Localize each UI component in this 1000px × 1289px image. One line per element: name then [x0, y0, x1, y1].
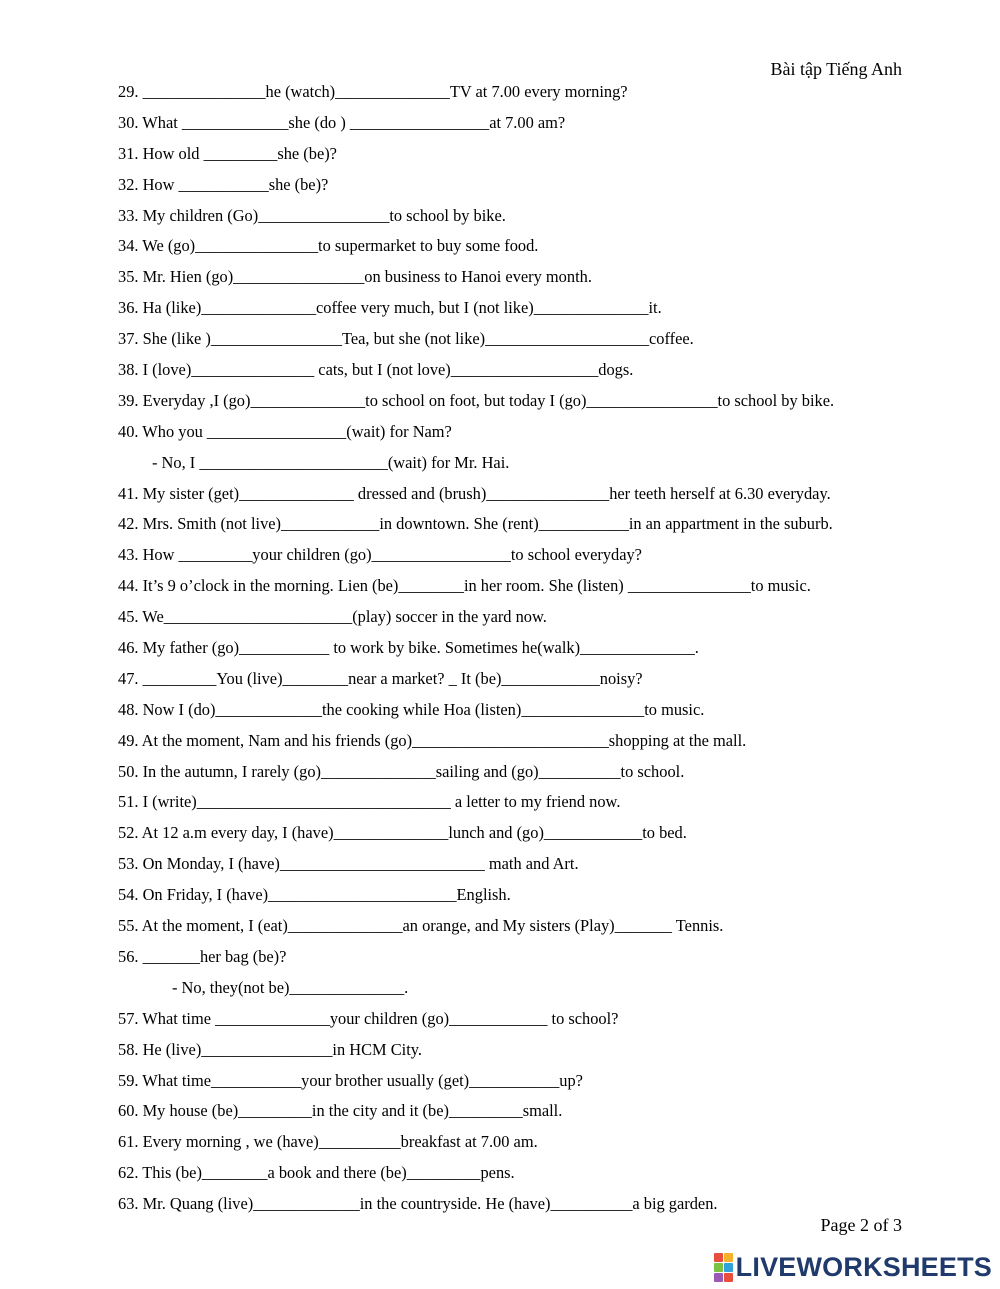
- exercise-58: 58. He (live)________________in HCM City.: [118, 1039, 422, 1059]
- exercise-39: 39. Everyday ,I (go)______________to school on foot, but today I (go)________________to school by bike.: [118, 390, 835, 410]
- exercise-48: 48. Now I (do)_____________the cooking while Hoa (listen)_______________to music.: [118, 699, 705, 719]
- exercise-52: 52. At 12 a.m every day, I (have)______________lunch and (go)____________to bed.: [118, 823, 687, 843]
- liveworksheets-logo[interactable]: [714, 1250, 992, 1284]
- exercise-62: 62. This (be)________a book and there (be)_________pens.: [118, 1163, 515, 1183]
- exercise-41: 41. My sister (get)______________ dressed and (brush)_______________her teeth herself at 6.30 everyday.: [118, 483, 831, 503]
- exercise-51: 51. I (write)_______________________________ a letter to my friend now.: [118, 792, 621, 812]
- exercise-43: 43. How _________your children (go)_________________to school everyday?: [118, 545, 642, 565]
- exercise-list: [118, 79, 918, 1222]
- logo-text: LIVEWORKSHEETS: [735, 1251, 992, 1282]
- exercise-31: 31. How old _________she (be)?: [118, 143, 337, 163]
- exercise-40-answer: - No, I _______________________(wait) for Mr. Hai.: [152, 452, 510, 472]
- exercise-46: 46. My father (go)___________ to work by bike. Sometimes he(walk)______________.: [118, 638, 699, 658]
- exercise-59: 59. What time___________your brother usually (get)___________up?: [118, 1070, 583, 1090]
- exercise-35: 35. Mr. Hien (go)________________on business to Hanoi every month.: [118, 267, 592, 287]
- exercise-36: 36. Ha (like)______________coffee very much, but I (not like)______________it.: [118, 298, 662, 318]
- page-number: Page 2 of 3: [820, 1215, 902, 1235]
- exercise-55: 55. At the moment, I (eat)______________an orange, and My sisters (Play)_______ Tennis.: [118, 916, 724, 936]
- exercise-30: 30. What _____________she (do ) _________________at 7.00 am?: [118, 112, 566, 132]
- exercise-45: 45. We_______________________(play) soccer in the yard now.: [118, 607, 547, 627]
- exercise-49: 49. At the moment, Nam and his friends (go)________________________shopping at the mall.: [118, 730, 747, 750]
- exercise-44: 44. It’s 9 o’clock in the morning. Lien (be)________in her room. She (listen) _______________to music.: [118, 576, 811, 596]
- exercise-40: 40. Who you _________________(wait) for Nam?: [118, 421, 452, 441]
- exercise-34: 34. We (go)_______________to supermarket to buy some food.: [118, 236, 539, 256]
- exercise-61: 61. Every morning , we (have)__________breakfast at 7.00 am.: [118, 1132, 538, 1152]
- exercise-42: 42. Mrs. Smith (not live)____________in downtown. She (rent)___________in an appartment in the suburb.: [118, 514, 833, 534]
- exercise-60: 60. My house (be)_________in the city and it (be)_________small.: [118, 1101, 563, 1121]
- exercise-54: 54. On Friday, I (have)_______________________English.: [118, 885, 511, 905]
- exercise-33: 33. My children (Go)________________to school by bike.: [118, 205, 506, 225]
- exercise-56-answer: - No, they(not be)______________.: [172, 977, 409, 997]
- exercise-53: 53. On Monday, I (have)_________________________ math and Art.: [118, 854, 579, 874]
- exercise-38: 38. I (love)_______________ cats, but I (not love)__________________dogs.: [118, 360, 634, 380]
- logo-blocks-icon: [714, 1253, 733, 1282]
- exercise-57: 57. What time ______________your children (go)____________ to school?: [118, 1008, 619, 1028]
- exercise-37: 37. She (like )________________Tea, but she (not like)____________________coffee.: [118, 329, 694, 349]
- header-title: Bài tập Tiếng Anh: [770, 59, 902, 79]
- exercise-50: 50. In the autumn, I rarely (go)______________sailing and (go)__________to school.: [118, 761, 685, 781]
- exercise-63: 63. Mr. Quang (live)_____________in the countryside. He (have)__________a big garden.: [118, 1194, 718, 1214]
- exercise-29: 29. _______________he (watch)______________TV at 7.00 every morning?: [118, 82, 628, 101]
- exercise-47: 47. _________You (live)________near a market? _ It (be)____________noisy?: [118, 668, 643, 688]
- exercise-56: 56. _______her bag (be)?: [118, 946, 287, 966]
- exercise-32: 32. How ___________she (be)?: [118, 174, 329, 194]
